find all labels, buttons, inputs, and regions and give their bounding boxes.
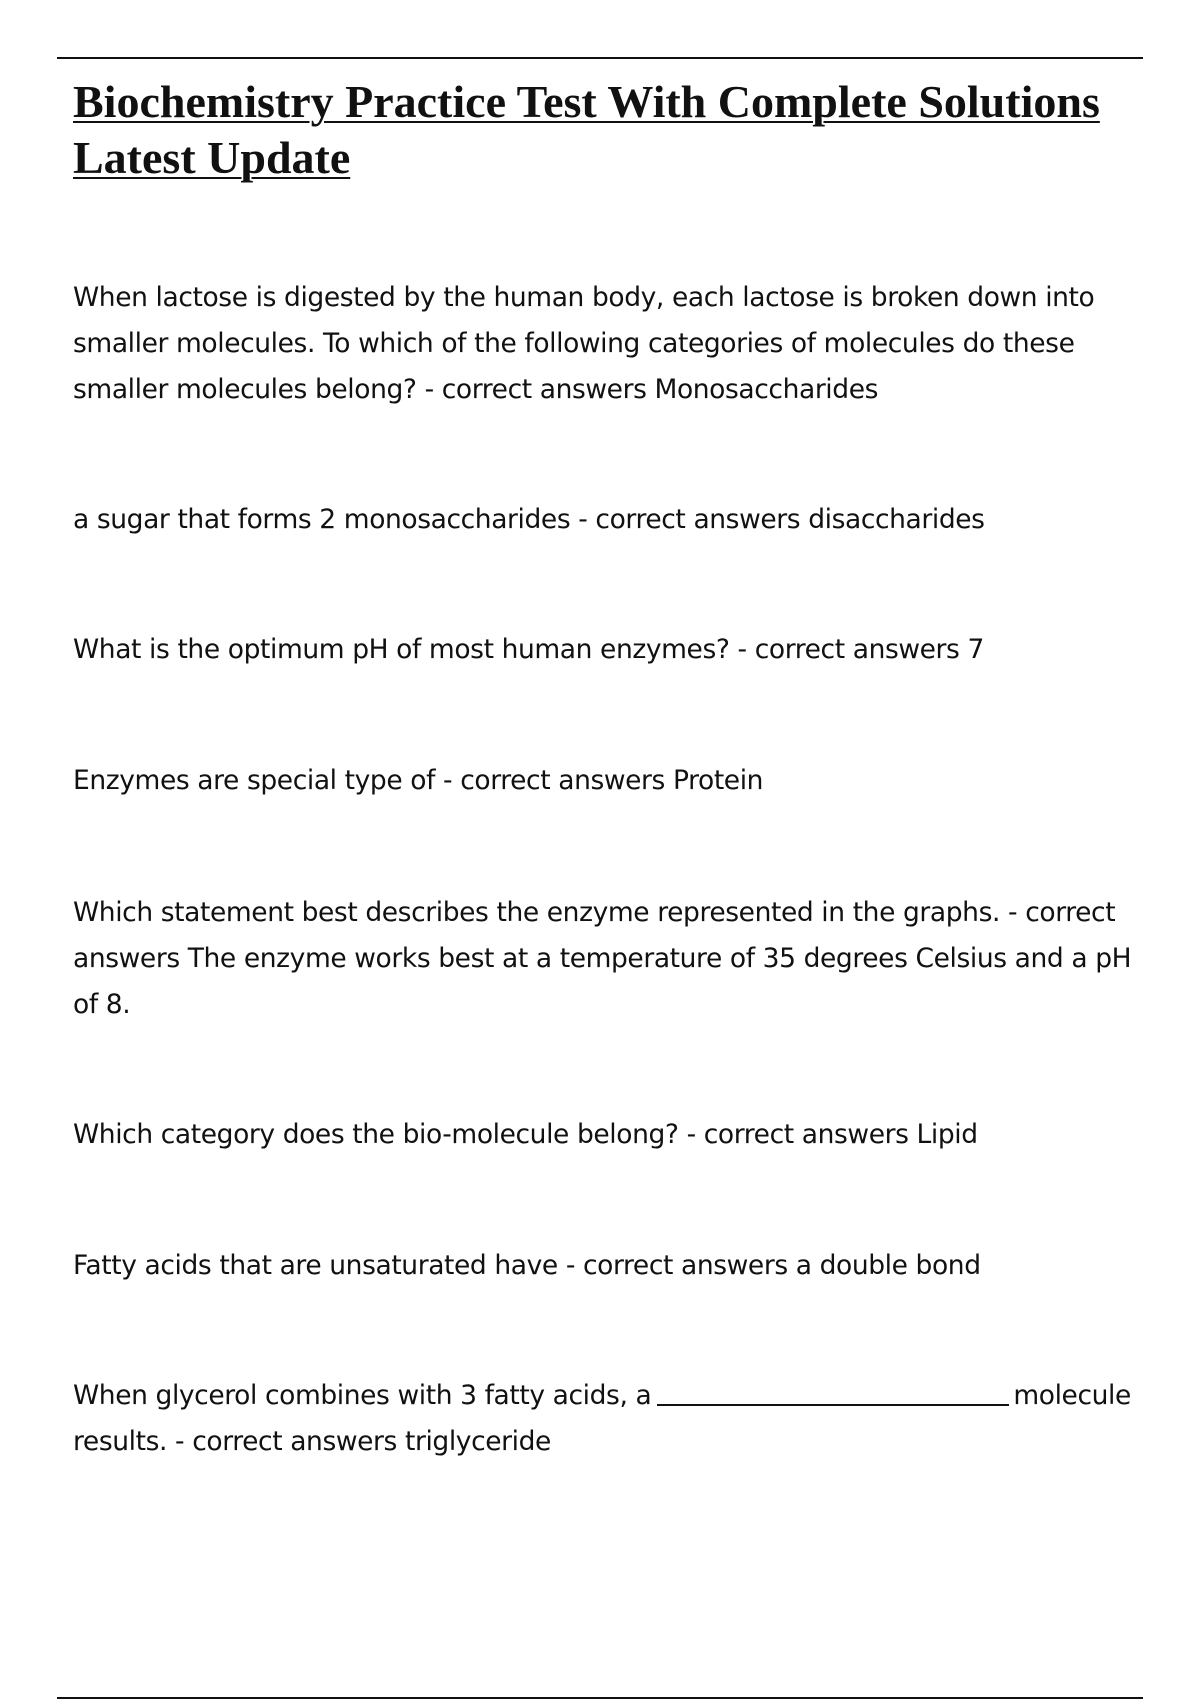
qa-item-enzymes-type bbox=[73, 758, 1153, 804]
qa-item-line: What is the optimum pH of most human enzymes? - correct answers 7 bbox=[73, 634, 984, 665]
qa-item-line: answers The enzyme works best at a temperature of 35 degrees Celsius and a pH bbox=[73, 943, 1132, 974]
qa-item-line bbox=[73, 1373, 1153, 1419]
page-title-line-2: Latest Update bbox=[73, 132, 351, 183]
qa-item-line: Which category does the bio-molecule belong? - correct answers Lipid bbox=[73, 1119, 978, 1150]
qa-item-biomolecule-category bbox=[73, 1112, 1153, 1158]
qa-item-optimum-ph bbox=[73, 627, 1153, 673]
page-title bbox=[73, 74, 1163, 186]
qa-item-line: a sugar that forms 2 monosaccharides - correct answers disaccharides bbox=[73, 504, 985, 535]
qa-item-text: molecule bbox=[1013, 1380, 1131, 1411]
qa-item-enzyme-graphs bbox=[73, 890, 1153, 1028]
qa-item-lactose-digestion bbox=[73, 275, 1153, 413]
qa-item-disaccharides bbox=[73, 497, 1153, 543]
qa-item-line: When lactose is digested by the human body, each lactose is broken down into bbox=[73, 282, 1095, 313]
qa-item-text: When glycerol combines with 3 fatty acids, a bbox=[73, 1380, 652, 1411]
qa-item-line: Which statement best describes the enzyme represented in the graphs. - correct bbox=[73, 897, 1116, 928]
qa-item-line: results. - correct answers triglyceride bbox=[73, 1426, 551, 1457]
top-divider bbox=[57, 57, 1143, 59]
qa-item-glycerol-fatty-acids bbox=[73, 1373, 1153, 1465]
qa-item-unsaturated-fatty-acids bbox=[73, 1243, 1153, 1289]
qa-item-line: smaller molecules belong? - correct answers Monosaccharides bbox=[73, 374, 879, 405]
fill-in-blank bbox=[657, 1404, 1009, 1406]
qa-item-line: of 8. bbox=[73, 989, 131, 1020]
page-title-line-1: Biochemistry Practice Test With Complete Solutions bbox=[73, 76, 1100, 127]
qa-item-line: Fatty acids that are unsaturated have - correct answers a double bond bbox=[73, 1250, 981, 1281]
qa-item-line: smaller molecules. To which of the following categories of molecules do these bbox=[73, 328, 1075, 359]
bottom-divider bbox=[57, 1697, 1143, 1699]
qa-item-line: Enzymes are special type of - correct answers Protein bbox=[73, 765, 764, 796]
